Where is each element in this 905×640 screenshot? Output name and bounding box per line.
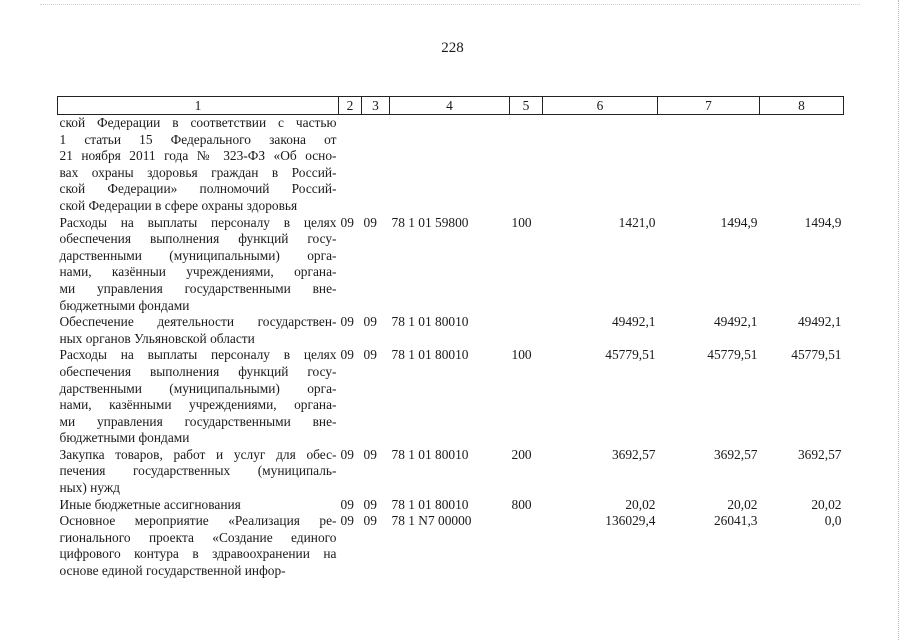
row-name-line: ных) нужд xyxy=(59,480,120,496)
row-name-line: 21 ноября 2011 года № 323-ФЗ «Об осно- xyxy=(59,148,337,164)
row-amount-year-3: 1494,9 xyxy=(804,214,842,230)
table-row xyxy=(58,347,844,447)
row-name-line: цифрового контура в здравоохранении на xyxy=(59,546,337,562)
row-amount-year-3 xyxy=(760,115,844,215)
row-target-code xyxy=(390,115,510,215)
row-expense-type xyxy=(510,115,543,215)
column-header-5: 5 xyxy=(510,97,543,115)
table-header-row xyxy=(58,97,844,115)
row-amount-year-2 xyxy=(658,115,760,215)
column-header-7: 7 xyxy=(658,97,760,115)
row-name-line: Основное мероприятие «Реализация ре- xyxy=(59,513,337,529)
row-amount-year-3: 20,02 xyxy=(811,496,842,512)
page-number: 228 xyxy=(441,40,464,56)
row-name-line: вах охраны здоровья граждан в Россий- xyxy=(59,164,337,180)
row-section: 09 xyxy=(340,347,354,363)
table-row xyxy=(58,497,844,514)
row-subsection xyxy=(362,115,390,215)
row-subsection: 09 xyxy=(363,214,377,230)
row-name-line: нами, казённыи учреждениями, органа- xyxy=(59,264,337,280)
row-section xyxy=(339,115,362,215)
row-amount-year-2: 3692,57 xyxy=(713,446,758,462)
row-target-code: 78 1 01 80010 xyxy=(391,347,469,363)
row-name-line: дарственными (муниципальными) орга- xyxy=(59,247,337,263)
row-amount-year-3: 49492,1 xyxy=(797,314,842,330)
table-row xyxy=(58,115,844,215)
row-name-line: Расходы на выплаты персоналу в целях xyxy=(59,214,337,230)
row-target-code: 78 1 01 80010 xyxy=(391,446,469,462)
row-subsection: 09 xyxy=(363,513,377,529)
column-header-3: 3 xyxy=(362,97,390,115)
row-subsection: 09 xyxy=(363,347,377,363)
row-name-line: нами, казёнными учреждениями, органа- xyxy=(59,397,337,413)
row-name-line: ской Федерации» полномочий Россий- xyxy=(59,181,337,197)
row-name xyxy=(58,215,339,315)
row-amount-year-1: 1421,0 xyxy=(618,214,656,230)
row-expense-type xyxy=(510,513,543,579)
row-name xyxy=(58,314,339,347)
column-header-2: 2 xyxy=(339,97,362,115)
table-row xyxy=(58,447,844,497)
row-name-line: обеспечения выполнения функций госу- xyxy=(59,363,337,379)
row-amount-year-1: 49492,1 xyxy=(611,314,656,330)
row-section: 09 xyxy=(340,214,354,230)
column-header-4: 4 xyxy=(390,97,510,115)
row-target-code: 78 1 N7 00000 xyxy=(391,513,472,529)
row-expense-type: 100 xyxy=(511,347,532,363)
column-header-1: 1 xyxy=(58,97,339,115)
row-amount-year-2: 45779,51 xyxy=(707,347,758,363)
row-amount-year-2: 1494,9 xyxy=(720,214,758,230)
row-expense-type: 800 xyxy=(511,496,532,512)
row-expense-type: 100 xyxy=(511,214,532,230)
table-row xyxy=(58,314,844,347)
row-name-line: Закупка товаров, работ и услуг для обес- xyxy=(59,446,337,462)
row-subsection: 09 xyxy=(363,496,377,512)
scan-top-artifact xyxy=(40,4,860,6)
row-amount-year-1: 45779,51 xyxy=(605,347,656,363)
column-header-8: 8 xyxy=(760,97,844,115)
row-name xyxy=(58,447,339,497)
row-amount-year-2: 20,02 xyxy=(727,496,758,512)
row-amount-year-1: 136029,4 xyxy=(605,513,656,529)
row-section: 09 xyxy=(340,314,354,330)
row-name-line: печения государственных (муниципаль- xyxy=(59,463,337,479)
row-amount-year-1 xyxy=(543,115,658,215)
row-name-line: Расходы на выплаты персоналу в целях xyxy=(59,347,337,363)
row-name-line: ных органов Ульяновской области xyxy=(59,330,255,346)
table-row xyxy=(58,215,844,315)
budget-table xyxy=(57,96,844,580)
row-expense-type: 200 xyxy=(511,446,532,462)
row-amount-year-3: 0,0 xyxy=(824,513,842,529)
row-name-line: ской Федерации в сфере охраны здоровья xyxy=(59,197,298,213)
row-amount-year-1: 20,02 xyxy=(625,496,656,512)
row-amount-year-3: 3692,57 xyxy=(797,446,842,462)
row-name-line: гионального проекта «Создание единого xyxy=(59,529,337,545)
row-target-code: 78 1 01 59800 xyxy=(391,214,469,230)
row-amount-year-2: 49492,1 xyxy=(713,314,758,330)
row-name-line: основе единой государственной инфор- xyxy=(59,563,286,579)
row-subsection: 09 xyxy=(363,446,377,462)
row-section: 09 xyxy=(340,496,354,512)
row-name-line: ми управления государственными вне- xyxy=(59,280,337,296)
row-name xyxy=(58,513,339,579)
column-header-6: 6 xyxy=(543,97,658,115)
row-name-line: Иные бюджетные ассигнования xyxy=(59,496,241,512)
table-row xyxy=(58,513,844,579)
row-name-line: ми управления государственными вне- xyxy=(59,413,337,429)
row-name-line: обеспечения выполнения функций госу- xyxy=(59,231,337,247)
row-name-line: бюджетными фондами xyxy=(59,430,190,446)
row-amount-year-1: 3692,57 xyxy=(611,446,656,462)
row-amount-year-3: 45779,51 xyxy=(791,347,842,363)
row-name-line: дарственными (муниципальными) орга- xyxy=(59,380,337,396)
scan-edge-artifact xyxy=(897,0,899,640)
row-target-code: 78 1 01 80010 xyxy=(391,314,469,330)
row-name xyxy=(58,347,339,447)
row-name-line: ской Федерации в соответствии с частью xyxy=(59,115,337,130)
row-name xyxy=(58,115,339,215)
row-target-code: 78 1 01 80010 xyxy=(391,496,469,512)
row-expense-type xyxy=(510,314,543,347)
row-name xyxy=(58,497,339,514)
row-subsection: 09 xyxy=(363,314,377,330)
row-section: 09 xyxy=(340,446,354,462)
row-section: 09 xyxy=(340,513,354,529)
row-name-line: бюджетными фондами xyxy=(59,297,190,313)
row-name-line: Обеспечение деятельности государствен- xyxy=(59,314,337,330)
row-name-line: 1 статьи 15 Федерального закона от xyxy=(59,131,337,147)
row-amount-year-2: 26041,3 xyxy=(713,513,758,529)
